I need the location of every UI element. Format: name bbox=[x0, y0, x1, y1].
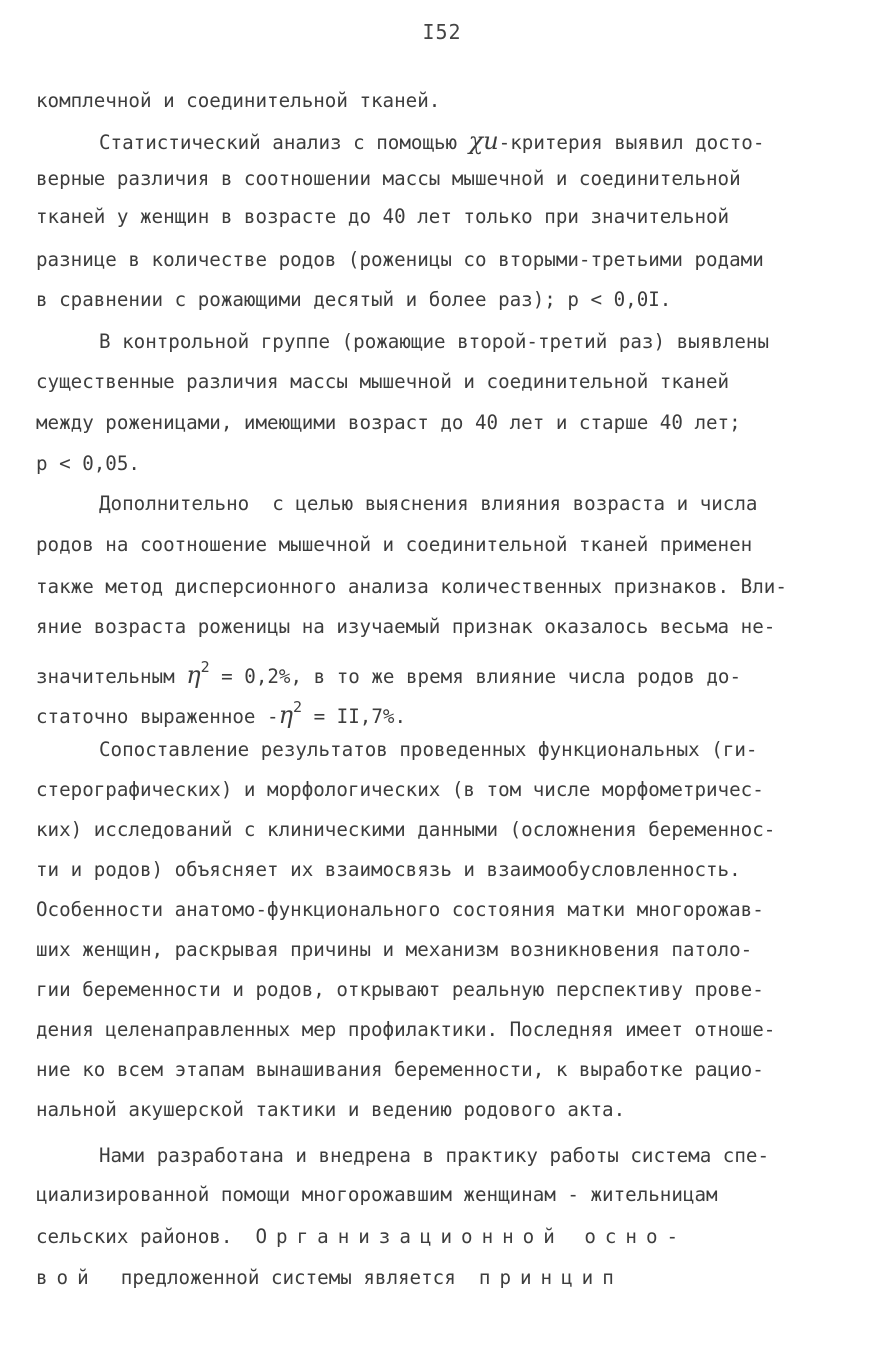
text-line: Дополнительно с целью выяснения влияния возраста и числа bbox=[99, 492, 758, 515]
text-line: существенные различия массы мышечной и соединительной тканей bbox=[36, 370, 730, 393]
text-line: между роженицами, имеющими возраст до 40 лет и старше 40 лет; bbox=[36, 411, 741, 434]
spaced-emphasis: Организационной осно- bbox=[255, 1225, 688, 1248]
text-line: дения целенаправленных мер профилактики. Последняя имеет отноше- bbox=[36, 1018, 776, 1041]
text-fragment: сельских районов. bbox=[36, 1225, 233, 1248]
text-fragment: предложенной системы является bbox=[120, 1266, 456, 1289]
text-line: ших женщин, раскрывая причины и механизм возникновения патоло- bbox=[36, 938, 753, 961]
text-line: Сопоставление результатов проведенных функциональных (ги- bbox=[99, 738, 758, 761]
text-fragment: = II,7%. bbox=[313, 705, 406, 728]
text-line: ние ко всем этапам вынашивания беременности, к выработке рацио- bbox=[36, 1058, 764, 1081]
text-line bbox=[36, 692, 406, 732]
text-line: В контрольной группе (рожающие второй-третий раз) выявлены bbox=[99, 330, 770, 353]
text-line bbox=[99, 126, 764, 158]
text-line: в сравнении с рожающими десятый и более раз); р < 0,0I. bbox=[36, 288, 672, 311]
text-line: разнице в количестве родов (роженицы со вторыми-третьими родами bbox=[36, 248, 764, 271]
text-line: гии беременности и родов, открывают реальную перспективу прове- bbox=[36, 978, 764, 1001]
text-line: р < 0,05. bbox=[36, 452, 140, 475]
text-line bbox=[36, 652, 741, 692]
text-line: стерографических) и морфологических (в том числе морфометричес- bbox=[36, 778, 764, 801]
text-line: Нами разработана и внедрена в практику работы система спе- bbox=[99, 1144, 770, 1167]
spaced-emphasis: принцип bbox=[478, 1266, 623, 1289]
text-fragment: = 0,2%, в то же время влияние числа родов до- bbox=[221, 665, 742, 688]
text-line: циализированной помощи многорожавшим женщинам - жительницам bbox=[36, 1183, 718, 1206]
page-number: I52 bbox=[422, 20, 462, 44]
superscript: 2 bbox=[292, 698, 303, 716]
text-fragment: -критерия выявил досто- bbox=[498, 131, 765, 154]
text-line: верные различия в соотношении массы мышечной и соединительной bbox=[36, 167, 741, 190]
text-line: также метод дисперсионного анализа количественных признаков. Вли- bbox=[36, 575, 787, 598]
spaced-emphasis: вой bbox=[36, 1266, 98, 1289]
eta-symbol: η bbox=[278, 701, 293, 729]
text-line: комплечной и соединительной тканей. bbox=[36, 89, 441, 112]
text-line: родов на соотношение мышечной и соединительной тканей применен bbox=[36, 533, 753, 556]
text-line: нальной акушерской тактики и ведению родового акта. bbox=[36, 1098, 626, 1121]
text-line: ких) исследований с клиническими данными (осложнения беременнос- bbox=[36, 818, 776, 841]
text-line: тканей у женщин в возрасте до 40 лет только при значительной bbox=[36, 205, 730, 228]
text-line: ти и родов) объясняет их взаимосвязь и взаимообусловленность. bbox=[36, 858, 741, 881]
text-fragment: статочно выраженное - bbox=[36, 705, 279, 728]
text-line: Особенности анатомо-функционального состояния матки многорожав- bbox=[36, 898, 764, 921]
chi-symbol: χи bbox=[468, 127, 499, 155]
text-fragment: значительным bbox=[36, 665, 175, 688]
text-line: яние возраста роженицы на изучаемый признак оказалось весьма не- bbox=[36, 615, 776, 638]
eta-symbol: η bbox=[186, 661, 201, 689]
text-fragment: Статистический анализ с помощью bbox=[99, 131, 458, 154]
text-line bbox=[36, 1222, 687, 1252]
text-line bbox=[36, 1263, 623, 1293]
superscript: 2 bbox=[200, 658, 210, 676]
